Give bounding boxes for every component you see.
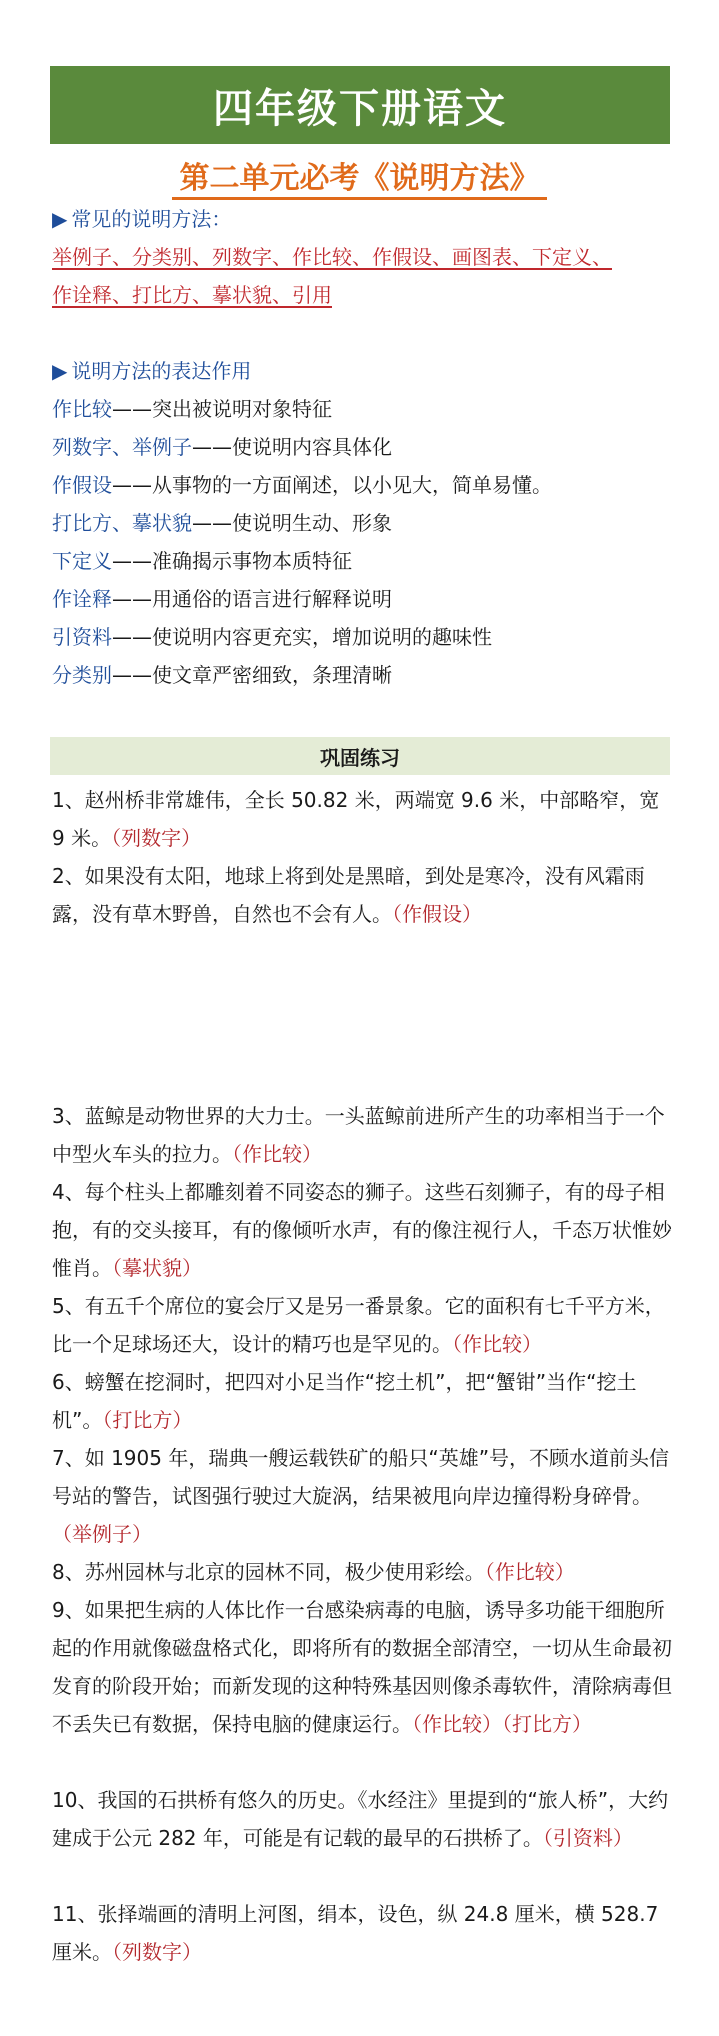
effect-term: 作诠释: [52, 587, 112, 611]
effect-desc: ——从事物的一方面阐述，以小见大，简单易懂。: [112, 473, 552, 497]
effect-term: 引资料: [52, 625, 112, 649]
effect-desc: ——使说明生动、形象: [192, 511, 392, 535]
page-title-banner: 四年级下册语文: [50, 66, 670, 144]
exercise-6: [52, 1363, 674, 1439]
exercise-answer: （作比较）: [452, 1332, 542, 1356]
exercise-answer: （作比较）: [232, 1142, 322, 1166]
exercise-text: 2、如果没有太阳，地球上将到处是黑暗，到处是寒冷，没有风霜雨露，没有草木野兽，自然也不会有人。: [52, 864, 645, 926]
subtitle: [0, 153, 719, 197]
exercise-answer: （列数字）: [112, 1940, 202, 1964]
effect-row: [52, 469, 552, 498]
exercise-text: 4、每个柱头上都雕刻着不同姿态的狮子。这些石刻狮子，有的母子相抱，有的交头接耳，有的像倾听水声，有的像注视行人，千态万状惟妙惟肖。: [52, 1180, 672, 1280]
effect-row: [52, 583, 392, 612]
exercise-text: 9、如果把生病的人体比作一台感染病毒的电脑，诱导多功能干细胞所起的作用就像磁盘格式化，即将所有的数据全部清空，一切从生命最初发育的阶段开始；而新发现的这种特殊基因则像杀毒软件，清除病毒但不丢失已有数据，保持电脑的健康运行。: [52, 1598, 672, 1736]
triangle-bullet-icon: ▶: [52, 359, 68, 383]
exercise-text: 3、蓝鲸是动物世界的大力士。一头蓝鲸前进所产生的功率相当于一个中型火车头的拉力。: [52, 1104, 665, 1166]
exercise-11: [52, 1895, 674, 1971]
exercise-text: 10、我国的石拱桥有悠久的历史。《水经注》里提到的“旅人桥”，大约建成于公元 282 年，可能是有记载的最早的石拱桥了。: [52, 1788, 669, 1850]
exercise-4: [52, 1173, 674, 1287]
exercise-5: [52, 1287, 674, 1363]
practice-heading: 巩固练习: [50, 737, 670, 775]
common-heading-text: 常见的说明方法：: [71, 207, 232, 231]
exercise-answer: （列数字）: [111, 826, 202, 850]
effect-term: 作比较: [52, 397, 112, 421]
exercise-text: 11、张择端画的清明上河图，绢本，设色，纵 24.8 厘米，横 528.7 厘米。: [52, 1902, 659, 1964]
exercise-7: [52, 1439, 674, 1553]
exercise-text: 7、如 1905 年，瑞典一艘运载铁矿的船只“英雄”号，不顾水道前头信号站的警告，试图强行驶过大旋涡，结果被甩向岸边撞得粉身碎骨。: [52, 1446, 670, 1508]
exercise-answer: （作比较）（打比方）: [412, 1712, 592, 1736]
effect-term: 下定义: [52, 549, 112, 573]
exercise-text: 6、螃蟹在挖洞时，把四对小足当作“挖土机”，把“蟹钳”当作“挖土机”。: [52, 1370, 637, 1432]
subtitle-underline: [172, 197, 547, 200]
effect-term: 列数字、举例子: [52, 435, 192, 459]
effect-row: [52, 659, 392, 688]
effect-term: 分类别: [52, 663, 112, 687]
effect-term: 打比方、摹状貌: [52, 511, 192, 535]
exercise-2: [52, 857, 674, 933]
effect-desc: ——突出被说明对象特征: [112, 397, 332, 421]
effect-desc: ——使说明内容具体化: [192, 435, 392, 459]
exercise-text: 8、苏州园林与北京的园林不同，极少使用彩绘。: [52, 1560, 485, 1584]
effect-row: [52, 621, 492, 650]
effect-desc: ——使文章严密细致，条理清晰: [112, 663, 392, 687]
common-methods-line-1: 举例子、分类别、列数字、作比较、作假设、画图表、下定义、: [52, 245, 612, 269]
effect-term: 作假设: [52, 473, 112, 497]
exercise-1: [52, 781, 674, 857]
exercise-9: [52, 1591, 674, 1743]
common-methods-line-2: 作诠释、打比方、摹状貌、引用: [52, 283, 332, 307]
effect-desc: ——准确揭示事物本质特征: [112, 549, 352, 573]
effect-row: [52, 545, 352, 574]
subtitle-text: 第二单元必考《说明方法》: [179, 161, 540, 196]
common-methods-heading: [52, 203, 231, 232]
exercise-3: [52, 1097, 674, 1173]
exercise-answer: （摹状貌）: [112, 1256, 202, 1280]
effects-heading: [52, 355, 251, 384]
exercise-answer: （举例子）: [52, 1522, 152, 1546]
exercise-text: 5、有五千个席位的宴会厅又是另一番景象。它的面积有七千平方米，比一个足球场还大，设计的精巧也是罕见的。: [52, 1294, 665, 1356]
exercise-answer: （作假设）: [392, 902, 482, 926]
exercise-answer: （打比方）: [102, 1408, 193, 1432]
effect-desc: ——使说明内容更充实，增加说明的趣味性: [112, 625, 492, 649]
exercise-answer: （引资料）: [542, 1826, 633, 1850]
exercise-8: [52, 1553, 674, 1591]
exercise-answer: （作比较）: [484, 1560, 575, 1584]
exercise-10: [52, 1781, 674, 1857]
effect-row: [52, 431, 392, 460]
triangle-bullet-icon: ▶: [52, 207, 68, 231]
effect-row: [52, 393, 332, 422]
exercise-text: 1、赵州桥非常雄伟，全长 50.82 米，两端宽 9.6 米，中部略窄，宽 9 米。: [52, 788, 660, 850]
effect-desc: ——用通俗的语言进行解释说明: [112, 587, 392, 611]
effect-row: [52, 507, 392, 536]
effects-heading-text: 说明方法的表达作用: [71, 359, 252, 383]
